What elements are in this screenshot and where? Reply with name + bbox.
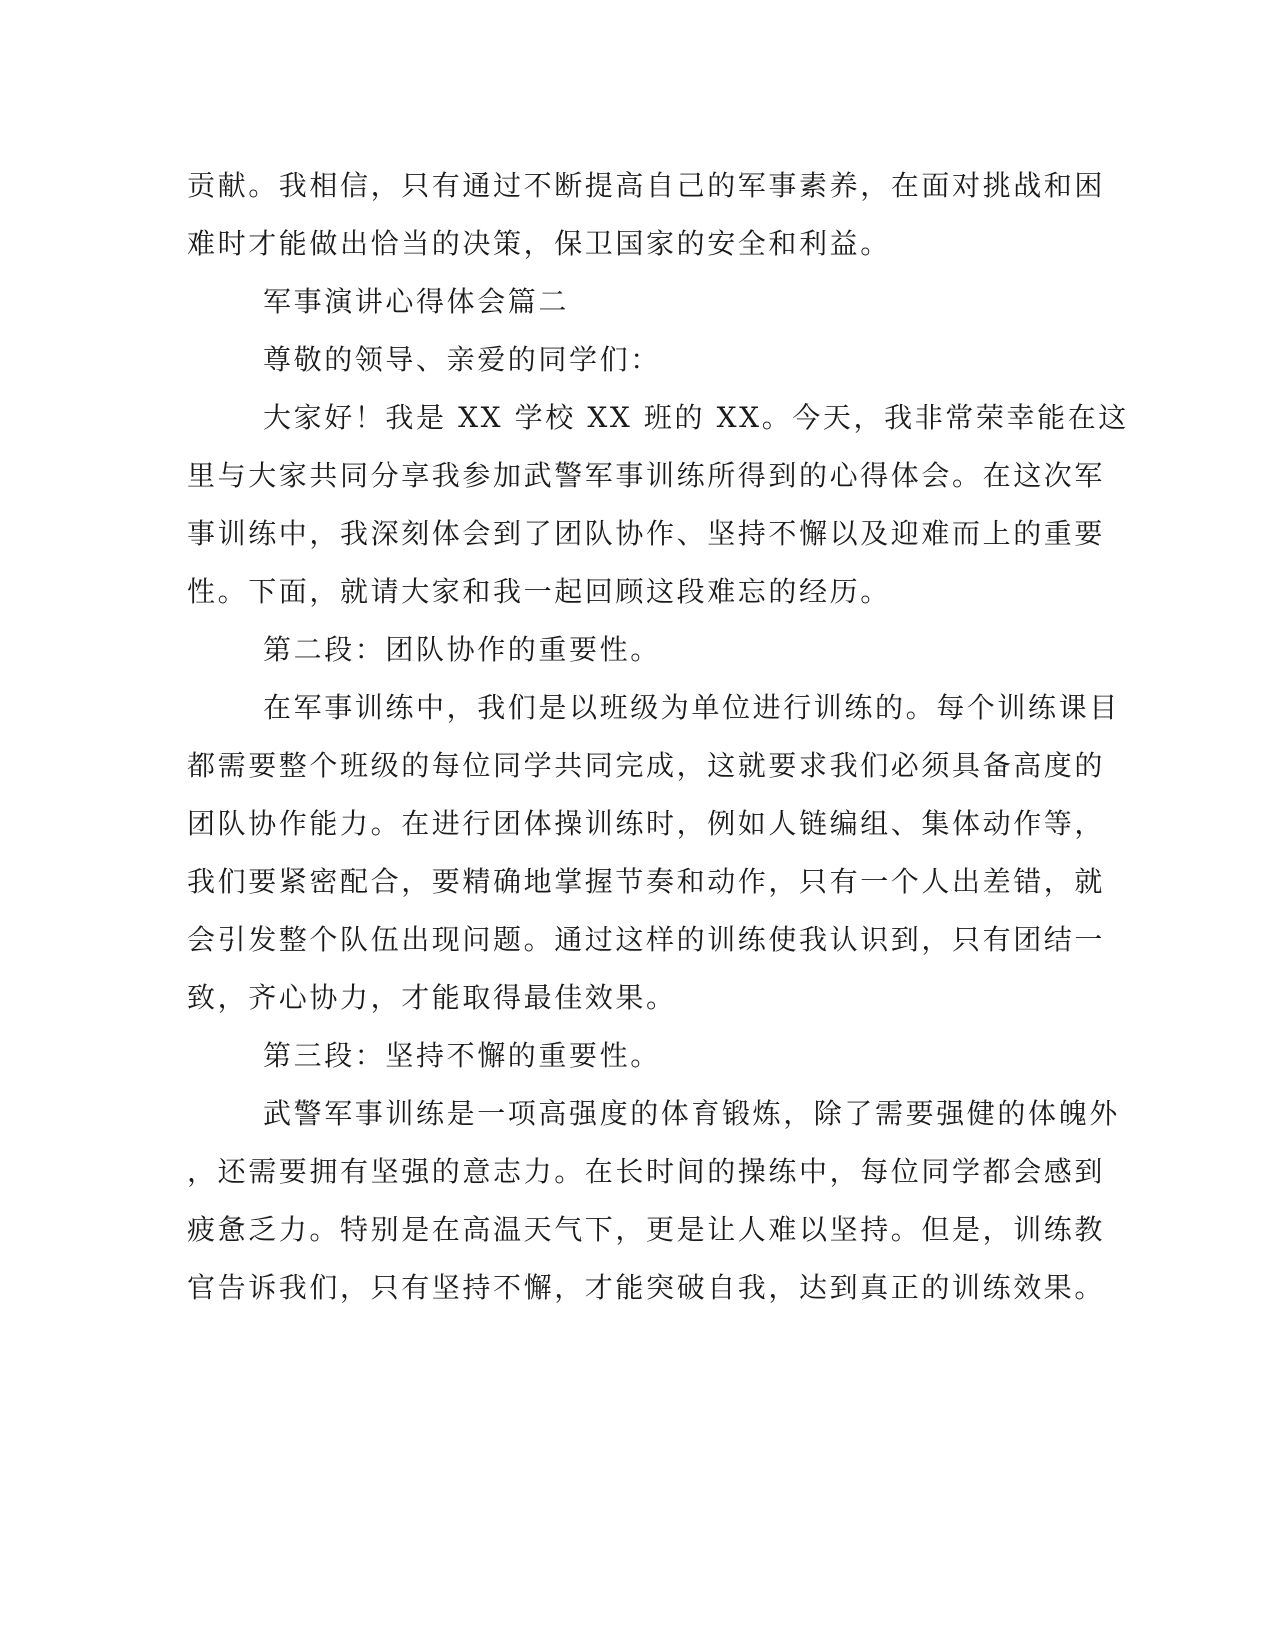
text-line: 大家好！我是 XX 学校 XX 班的 XX。今天，我非常荣幸能在这: [263, 401, 1129, 434]
text-line: 难时才能做出恰当的决策，保卫国家的安全和利益。: [187, 227, 891, 260]
text-line: 疲惫乏力。特别是在高温天气下，更是让人难以坚持。但是，训练教: [187, 1213, 1106, 1246]
text-line: 武警军事训练是一项高强度的体育锻炼，除了需要强健的体魄外: [263, 1097, 1120, 1130]
text-line: 贡献。我相信，只有通过不断提高自己的军事素养，在面对挑战和困: [187, 169, 1106, 202]
text-line: 里与大家共同分享我参加武警军事训练所得到的心得体会。在这次军: [187, 459, 1106, 492]
text-line: 团队协作能力。在进行团体操训练时，例如人链编组、集体动作等，: [187, 807, 1106, 840]
text-line: 性。下面，就请大家和我一起回顾这段难忘的经历。: [187, 575, 891, 608]
salutation: 尊敬的领导、亲爱的同学们：: [263, 343, 661, 376]
text-line: 官告诉我们，只有坚持不懈，才能突破自我，达到真正的训练效果。: [187, 1271, 1106, 1304]
text-line: 致，齐心协力，才能取得最佳效果。: [187, 981, 677, 1014]
section-heading: 第三段：坚持不懈的重要性。: [263, 1039, 661, 1072]
text-line: 在军事训练中，我们是以班级为单位进行训练的。每个训练课目: [263, 691, 1120, 724]
text-line: 事训练中，我深刻体会到了团队协作、坚持不懈以及迎难而上的重要: [187, 517, 1106, 550]
section-heading: 第二段：团队协作的重要性。: [263, 633, 661, 666]
section-title: 军事演讲心得体会篇二: [263, 285, 570, 318]
text-line: 我们要紧密配合，要精确地掌握节奏和动作，只有一个人出差错，就: [187, 865, 1106, 898]
text-line: ，还需要拥有坚强的意志力。在长时间的操练中，每位同学都会感到: [187, 1155, 1106, 1188]
text-line: 都需要整个班级的每位同学共同完成，这就要求我们必须具备高度的: [187, 749, 1106, 782]
text-line: 会引发整个队伍出现问题。通过这样的训练使我认识到，只有团结一: [187, 923, 1106, 956]
